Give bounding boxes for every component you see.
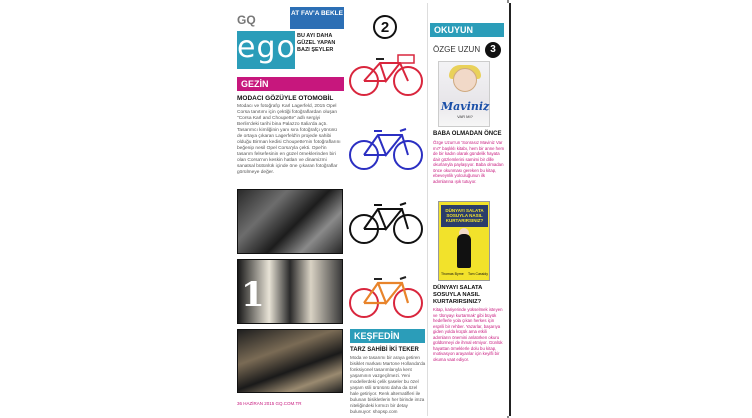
book2-authors	[441, 272, 488, 276]
bicycle-orange-image	[346, 271, 426, 321]
book-cover-maviniz	[438, 61, 490, 127]
book2-author-left: Thomas Byrne	[441, 272, 464, 276]
kesfedin-body: Moda ve tasarımı bir araya getiren bisiklet markası Martone Hollanda'da fonksiyonel tasarımlarıyla kent yaşamının vazgeçilmezi. Yeni modellerdeki çelik şaseler bu özel yaşam stili ürününü daha da özel hale getiriyor. Renk alternatifleri ile bulunan bisikletlerin her birinde imza niteliğindeki kırmızı bir detay bulunuyor: shopsp.com	[350, 355, 426, 414]
section-badge: AT FAV'A BEKLE	[290, 7, 344, 29]
book2-author-right: Tom Cassidy	[467, 272, 488, 276]
gezin-body: Modacı ve fotoğrafçı Karl Lagerfeld, 2015 Opel Corsa tanıtımı için çektiği fotoğraflardan oluşan "Corsa Karl and Choupette" adlı sergiyi Berlin'deki tarihi bina Palazzo Italia'da açtı. Tasarımcı kimliğinin yanı sıra fotoğrafçı yönünü de ortaya çıkaran Lagerfeld'in projede sahibi olduğu Birman kedisi Choupette'nin fotoğraflarını beğenip nesil Opel Corsa'yla çekti. Opel'in tasarım felsefesinin en güzel örneklerinden biri olan Corsa'nın keskin hatları ve dinamizmi sanatsal bütünlük içinde öne çıkaran fotoğraflar görülmeye değer.	[237, 104, 341, 175]
ego-logo: ego	[237, 31, 295, 69]
book2-headline: DÜNYAYI SALATA SOSUYLA NASIL KURTARIRSINIZ?	[433, 285, 483, 305]
book1-subtitle: VAR MI?	[457, 114, 473, 119]
okuyun-label: OKUYUN	[430, 23, 504, 37]
kesfedin-headline: TARZ SAHİBİ İKİ TEKER	[350, 347, 419, 353]
bicycle-black-image	[346, 197, 426, 247]
book1-headline: BABA OLMADAN ÖNCE	[433, 131, 502, 137]
cover-face-illustration	[453, 68, 477, 92]
bicycle-blue-image	[346, 123, 426, 173]
book2-cover-title: DÜNYAYI SALATA SOSUYLA NASIL KURTARIRSINIZ?	[441, 205, 488, 227]
book2-body: Kitap, kariyerinde yükselmek isteyen ve 'dünyayı kurtarmak' gibi büyük hedeflerle yola çıkan herkes için esprili bir rehber. Yazarlar, başarıya giden yolda küçük ama etkili adımların önemini anlatırken okuru güldürmeyi de ihmal etmiyor. Günlük hayattan örneklerle dolu bu kitap, motivasyon arayanlar için keyifli bir okuma vaat ediyor.	[433, 307, 503, 362]
bicycle-red-image	[346, 49, 426, 99]
gezin-label: GEZİN	[237, 77, 344, 91]
magazine-logo: GQ	[237, 13, 256, 27]
kesfedin-label: KEŞFEDİN	[350, 329, 425, 343]
book-author: ÖZGE UZUN	[433, 45, 481, 54]
section-number-3: 3	[485, 42, 501, 58]
section-number-2: 2	[373, 15, 397, 39]
event-photo-crowd	[237, 329, 343, 393]
book1-body: Özge Uzun'un 'Sonrasız Maviniz Var mı?' başlıklı kitabı, hem bir anne hem de bir kadın olarak gündelik hayata dair gözlemlerini samimi bir dille okurlarıyla paylaşıyor. Baba olmadan önce okunması gereken bu kitap, ebeveynlik yolculuğunun ilk adımlarına ışık tutuyor.	[433, 140, 505, 184]
book-cover-salata	[438, 201, 490, 281]
magazine-page	[233, 3, 511, 416]
ego-tagline: BU AYI DAHA GÜZEL YAPAN BAZI ŞEYLER	[297, 33, 336, 53]
cover2-figure-body	[457, 234, 471, 268]
gezin-headline: MODACI GÖZÜYLE OTOMOBİL	[237, 95, 334, 102]
event-photo-lagerfeld	[237, 189, 343, 254]
column-separator	[427, 3, 428, 416]
page-footer: 36 HAZİRAN 2015 GQ.COM.TR	[237, 401, 302, 406]
book1-title: Maviniz	[441, 100, 490, 113]
photo-number: 1	[241, 275, 265, 315]
